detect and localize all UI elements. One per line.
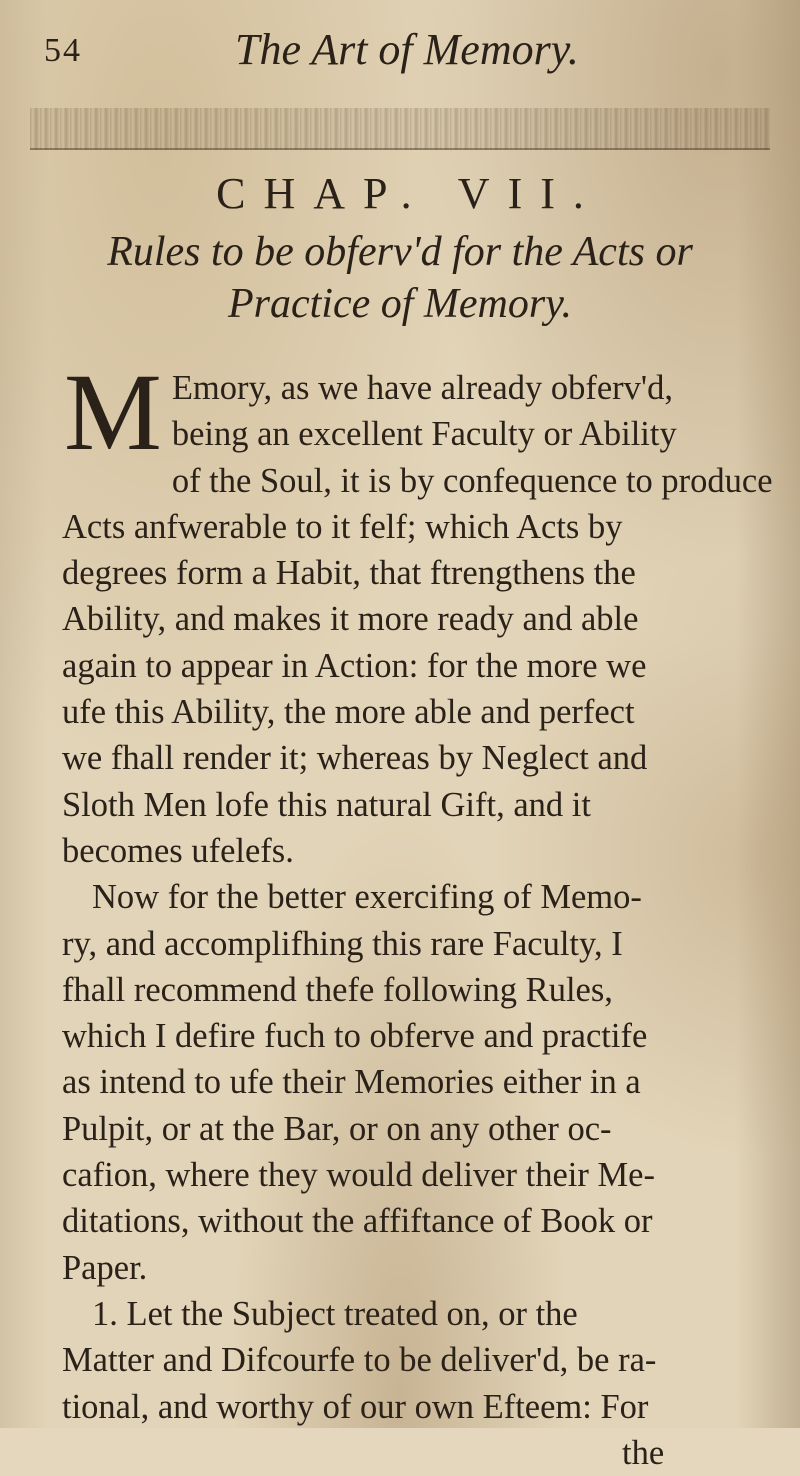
- text-line: Pulpit, or at the Bar, or on any other oc-: [62, 1109, 612, 1148]
- text-line: 1. Let the Subject treated on, or the: [92, 1294, 578, 1333]
- catchword: the: [622, 1433, 665, 1472]
- text-line: fhall recommend thefe following Rules,: [62, 970, 613, 1009]
- text-line: of the Soul, it is by confequence to produce: [171, 461, 773, 500]
- text-line: which I defire fuch to obferve and practife: [62, 1017, 648, 1056]
- text-line: Paper.: [62, 1248, 148, 1287]
- text-line: Matter and Difcourfe to be deliver'd, be ra-: [62, 1341, 657, 1380]
- text-line: Acts anfwerable to it felf; which Acts by: [62, 507, 623, 546]
- text-line: Emory, as we have already obferv'd,: [171, 369, 673, 407]
- text-line: degrees form a Habit, that ftrengthens the: [62, 554, 636, 593]
- text-line: as intend to ufe their Memories either in a: [62, 1063, 641, 1102]
- page-header: [30, 18, 770, 78]
- running-head: The Art of Memory.: [235, 25, 579, 74]
- ornamental-rule: [30, 108, 770, 150]
- text-line: ufe this Ability, the more able and perfect: [62, 693, 635, 732]
- text-line: Now for the better exercifing of Memo-: [92, 878, 642, 917]
- chapter-title-line: Practice of Memory.: [227, 281, 573, 327]
- text-line: becomes ufelefs.: [62, 831, 294, 870]
- text-line: Ability, and makes it more ready and able: [62, 600, 639, 639]
- chapter-title: [0, 226, 800, 330]
- text-line: being an excellent Faculty or Ability: [171, 415, 677, 454]
- page-number: 54: [44, 32, 82, 69]
- text-line: we fhall render it; whereas by Neglect and: [62, 739, 648, 778]
- drop-cap: M: [64, 351, 162, 473]
- chapter-title-line: Rules to be obferv'd for the Acts or: [107, 229, 693, 275]
- text-line: again to appear in Action: for the more we: [62, 646, 647, 685]
- text-line: ditations, without the affiftance of Book or: [62, 1202, 653, 1241]
- text-line: Sloth Men lofe this natural Gift, and it: [62, 785, 591, 824]
- chapter-heading: CHAP. VII.: [216, 169, 602, 218]
- body-text: [62, 351, 773, 1476]
- text-line: cafion, where they would deliver their Me-: [62, 1156, 655, 1195]
- text-line: ry, and accomplifhing this rare Faculty, I: [62, 924, 623, 963]
- text-line: tional, and worthy of our own Efteem: For: [62, 1387, 649, 1426]
